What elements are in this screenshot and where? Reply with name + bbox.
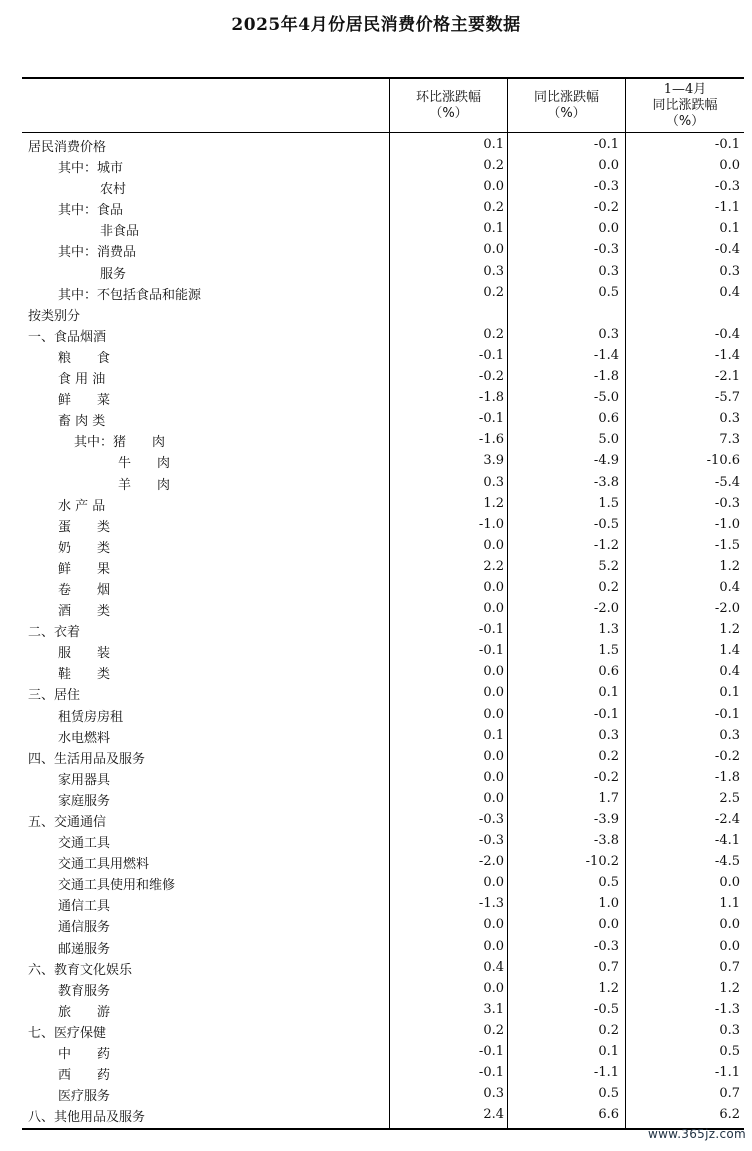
cell-yoy: -0.2 xyxy=(593,769,619,785)
cell-mom: 0.0 xyxy=(483,579,504,595)
header-yoy xyxy=(508,79,625,132)
row-label: 八、其他用品及服务 xyxy=(28,1110,146,1126)
cell-mom: 0.1 xyxy=(483,221,504,237)
cell-yoy: -0.3 xyxy=(593,242,619,258)
cell-yoy: -0.1 xyxy=(593,706,619,722)
row-label: 家用器具 xyxy=(58,772,111,788)
table-row xyxy=(22,598,744,619)
table-row xyxy=(22,872,744,893)
cell-mom: 0.1 xyxy=(483,137,504,152)
cell-ytd: 0.1 xyxy=(719,685,740,701)
cell-mom: 0.0 xyxy=(483,706,504,722)
cell-yoy: 0.3 xyxy=(598,326,619,342)
cell-ytd: 2.5 xyxy=(719,790,740,806)
header-mom-label: 环比涨跌幅 xyxy=(415,89,481,105)
table-row xyxy=(22,239,744,260)
cell-mom: 0.2 xyxy=(483,1022,504,1038)
row-label: 三、居住 xyxy=(28,688,81,704)
row-label: 医疗服务 xyxy=(58,1089,111,1105)
cell-yoy: 1.3 xyxy=(598,622,619,638)
row-label: 通信服务 xyxy=(58,920,111,936)
cell-ytd: -0.4 xyxy=(714,326,740,342)
cell-yoy: -3.9 xyxy=(593,812,619,827)
cell-ytd: -2.1 xyxy=(714,369,740,385)
row-label: 家庭服务 xyxy=(58,793,111,809)
cell-mom: 0.2 xyxy=(483,284,504,300)
row-label: 水电燃料 xyxy=(58,730,111,746)
table-row xyxy=(22,218,744,239)
row-label: 四、生活用品及服务 xyxy=(28,751,146,767)
cell-mom: 0.0 xyxy=(483,685,504,701)
table-row xyxy=(22,366,744,387)
table-row xyxy=(22,493,744,514)
row-label: 其中：消费品 xyxy=(58,245,137,261)
cell-ytd: 0.0 xyxy=(719,917,740,933)
cell-mom: -0.2 xyxy=(478,369,504,385)
table-row xyxy=(22,155,744,176)
cell-ytd: -1.1 xyxy=(714,1065,740,1081)
cell-mom: -1.8 xyxy=(478,390,504,406)
row-label: 交通工具 xyxy=(58,836,111,852)
cell-mom: -2.0 xyxy=(478,854,504,870)
row-label: 畜 肉 类 xyxy=(58,414,106,430)
cell-mom: 0.2 xyxy=(483,326,504,342)
cell-yoy: 0.3 xyxy=(598,727,619,743)
row-label: 牛 肉 xyxy=(118,456,171,472)
table-row xyxy=(22,450,744,471)
cell-ytd: -1.5 xyxy=(714,537,740,553)
table-row xyxy=(22,324,744,345)
table-row xyxy=(22,408,744,429)
cell-yoy: 0.5 xyxy=(598,1086,619,1102)
header-ytd-label: 同比涨跌幅 xyxy=(652,97,718,113)
cell-mom: 1.2 xyxy=(483,495,504,511)
row-label: 其中：食品 xyxy=(58,203,124,219)
table-row xyxy=(22,1041,744,1062)
table-row xyxy=(22,1104,744,1125)
table-row xyxy=(22,978,744,999)
cell-ytd: 1.2 xyxy=(719,558,740,574)
table-row xyxy=(22,619,744,640)
cell-yoy: -2.0 xyxy=(593,601,619,617)
row-label: 西 药 xyxy=(58,1068,111,1084)
cell-ytd: -0.3 xyxy=(714,495,740,511)
cell-yoy: 0.2 xyxy=(598,579,619,595)
row-label: 粮 食 xyxy=(58,350,111,366)
row-label: 中 药 xyxy=(58,1047,111,1063)
cell-yoy: 0.3 xyxy=(598,263,619,279)
row-label: 邮递服务 xyxy=(58,941,111,957)
row-label: 一、食品烟酒 xyxy=(28,329,107,345)
cell-yoy: -1.4 xyxy=(593,347,619,363)
cell-yoy: 0.2 xyxy=(598,1022,619,1038)
cell-mom: 2.4 xyxy=(483,1107,504,1123)
cell-yoy: -0.3 xyxy=(593,938,619,954)
table-row xyxy=(22,303,744,324)
header-yoy-label: 同比涨跌幅 xyxy=(533,89,599,105)
cell-ytd: 1.4 xyxy=(719,643,740,659)
cell-yoy: 0.5 xyxy=(598,284,619,300)
row-label: 教育服务 xyxy=(58,983,111,999)
table-row xyxy=(22,767,744,788)
cell-ytd: 1.1 xyxy=(719,896,740,912)
table-row xyxy=(22,640,744,661)
cell-yoy: 0.2 xyxy=(598,748,619,764)
cell-yoy: 1.5 xyxy=(598,495,619,511)
table-row xyxy=(22,851,744,872)
cell-mom: -0.3 xyxy=(478,833,504,849)
row-label: 七、医疗保健 xyxy=(28,1025,107,1041)
table-row xyxy=(22,957,744,978)
cell-yoy: -1.1 xyxy=(593,1065,619,1081)
cell-mom: -0.1 xyxy=(478,643,504,659)
cell-mom: 0.3 xyxy=(483,1086,504,1102)
cell-yoy: -0.2 xyxy=(593,200,619,216)
table-row xyxy=(22,682,744,703)
row-label: 其中：猪 肉 xyxy=(74,435,166,451)
table-row xyxy=(22,704,744,725)
cell-mom: 0.0 xyxy=(483,748,504,764)
cell-ytd: 0.0 xyxy=(719,938,740,954)
cell-ytd: -0.3 xyxy=(714,179,740,195)
table-row xyxy=(22,936,744,957)
cell-yoy: -4.9 xyxy=(593,453,619,469)
row-label: 羊 肉 xyxy=(118,477,171,493)
table-row xyxy=(22,1083,744,1104)
cell-mom: -0.3 xyxy=(478,812,504,827)
table-row xyxy=(22,809,744,830)
cell-mom: 0.1 xyxy=(483,727,504,743)
table-row xyxy=(22,472,744,493)
cell-ytd: 0.7 xyxy=(719,1086,740,1102)
table-row xyxy=(22,914,744,935)
cell-ytd: -1.1 xyxy=(714,200,740,216)
cell-yoy: 0.0 xyxy=(598,221,619,237)
cell-ytd: 7.3 xyxy=(719,432,740,448)
row-label: 其中：不包括食品和能源 xyxy=(58,287,202,303)
cell-mom: 0.4 xyxy=(483,959,504,975)
table-body xyxy=(22,134,744,1125)
table-row xyxy=(22,345,744,366)
cell-mom: -1.0 xyxy=(478,516,504,532)
row-label: 非食品 xyxy=(100,224,140,240)
cell-mom: 0.0 xyxy=(483,875,504,891)
cell-yoy: -0.5 xyxy=(593,516,619,532)
row-label: 其中：城市 xyxy=(58,161,124,177)
cell-yoy: 0.6 xyxy=(598,411,619,427)
row-label: 租赁房房租 xyxy=(58,709,124,725)
cell-ytd: 0.3 xyxy=(719,1022,740,1038)
table-row xyxy=(22,197,744,218)
cell-ytd: 0.0 xyxy=(719,875,740,891)
cell-mom: 0.0 xyxy=(483,769,504,785)
row-label: 奶 类 xyxy=(58,540,111,556)
row-label: 服务 xyxy=(100,266,127,282)
table-row xyxy=(22,999,744,1020)
row-label: 通信工具 xyxy=(58,899,111,915)
cell-ytd: -2.0 xyxy=(714,601,740,617)
cell-yoy: -3.8 xyxy=(593,474,619,490)
cell-yoy: 1.0 xyxy=(598,896,619,912)
table-row xyxy=(22,1020,744,1041)
row-label: 农村 xyxy=(100,182,127,198)
cell-yoy: -0.3 xyxy=(593,179,619,195)
cell-ytd: -0.2 xyxy=(714,748,740,764)
cell-yoy: 0.1 xyxy=(598,1044,619,1060)
cell-ytd: 0.4 xyxy=(719,579,740,595)
cell-mom: 0.2 xyxy=(483,158,504,174)
cell-ytd: -4.1 xyxy=(714,833,740,849)
cell-yoy: 0.1 xyxy=(598,685,619,701)
cell-yoy: 5.0 xyxy=(598,432,619,448)
row-label: 鲜 菜 xyxy=(58,393,111,409)
cell-ytd: -5.4 xyxy=(714,474,740,490)
header-ytd-period: 1—4月 xyxy=(663,81,707,97)
table-header-rule xyxy=(22,132,744,133)
row-label: 鞋 类 xyxy=(58,667,111,683)
table-row xyxy=(22,282,744,303)
cell-ytd: 0.3 xyxy=(719,411,740,427)
cell-yoy: 1.7 xyxy=(598,790,619,806)
cell-yoy: -1.8 xyxy=(593,369,619,385)
page-title: 2025年4月份居民消费价格主要数据 xyxy=(231,15,521,35)
cell-ytd: 0.0 xyxy=(719,158,740,174)
cell-mom: -1.3 xyxy=(478,896,504,912)
cell-ytd: -0.4 xyxy=(714,242,740,258)
row-label: 二、衣着 xyxy=(28,625,81,641)
cell-ytd: -5.7 xyxy=(714,390,740,406)
table-row xyxy=(22,746,744,767)
cell-ytd: 0.7 xyxy=(719,959,740,975)
cell-ytd: -1.0 xyxy=(714,516,740,532)
table-row xyxy=(22,788,744,809)
cell-mom: 0.0 xyxy=(483,917,504,933)
cell-yoy: -10.2 xyxy=(585,854,619,870)
header-mom-unit: （%） xyxy=(429,105,468,121)
cell-mom: 0.3 xyxy=(483,263,504,279)
table-row xyxy=(22,1062,744,1083)
row-label: 旅 游 xyxy=(58,1004,111,1020)
cell-yoy: 1.2 xyxy=(598,980,619,996)
table-row xyxy=(22,535,744,556)
row-label: 卷 烟 xyxy=(58,582,111,598)
cell-mom: 0.0 xyxy=(483,980,504,996)
cell-mom: 0.0 xyxy=(483,179,504,195)
cell-ytd: -2.4 xyxy=(714,812,740,827)
cell-mom: -0.1 xyxy=(478,1044,504,1060)
cell-yoy: -0.1 xyxy=(593,137,619,152)
cell-mom: -0.1 xyxy=(478,347,504,363)
table-row xyxy=(22,556,744,577)
cell-yoy: 1.5 xyxy=(598,643,619,659)
row-label: 鲜 果 xyxy=(58,561,111,577)
cell-ytd: 0.4 xyxy=(719,284,740,300)
cell-yoy: 0.6 xyxy=(598,664,619,680)
row-label: 食 用 油 xyxy=(58,372,106,388)
row-label: 按类别分 xyxy=(28,308,81,324)
cell-mom: 3.9 xyxy=(483,453,504,469)
cell-mom: 0.0 xyxy=(483,242,504,258)
cell-yoy: 0.0 xyxy=(598,917,619,933)
cell-mom: 0.0 xyxy=(483,938,504,954)
table-row xyxy=(22,176,744,197)
cell-ytd: -0.1 xyxy=(714,137,740,152)
table-row xyxy=(22,661,744,682)
header-ytd-unit: （%） xyxy=(665,113,705,129)
header-ytd xyxy=(626,79,744,132)
cell-ytd: -0.1 xyxy=(714,706,740,722)
cell-yoy: 0.0 xyxy=(598,158,619,174)
cell-mom: -0.1 xyxy=(478,1065,504,1081)
cell-mom: 0.3 xyxy=(483,474,504,490)
table-row xyxy=(22,830,744,851)
cell-ytd: -1.3 xyxy=(714,1001,740,1017)
header-mom xyxy=(390,79,507,132)
row-label: 服 装 xyxy=(58,646,111,662)
cell-mom: 0.0 xyxy=(483,664,504,680)
cpi-table xyxy=(22,77,744,1131)
cell-ytd: 1.2 xyxy=(719,622,740,638)
cell-yoy: 6.6 xyxy=(598,1107,619,1123)
row-label: 五、交通通信 xyxy=(28,815,107,830)
row-label: 水 产 品 xyxy=(58,498,106,514)
row-label: 酒 类 xyxy=(58,604,111,620)
cell-yoy: 5.2 xyxy=(598,558,619,574)
cell-mom: -1.6 xyxy=(478,432,504,448)
cell-mom: 0.0 xyxy=(483,790,504,806)
watermark: www.365jz.com xyxy=(647,1127,746,1141)
table-row xyxy=(22,725,744,746)
cell-ytd: -1.8 xyxy=(714,769,740,785)
row-label: 蛋 类 xyxy=(58,519,111,535)
cell-yoy: -0.5 xyxy=(593,1001,619,1017)
cell-yoy: -5.0 xyxy=(593,390,619,406)
cell-mom: 0.0 xyxy=(483,537,504,553)
cell-ytd: 0.1 xyxy=(719,221,740,237)
cell-mom: 0.0 xyxy=(483,601,504,617)
cell-ytd: 0.4 xyxy=(719,664,740,680)
table-row xyxy=(22,429,744,450)
table-row xyxy=(22,134,744,155)
cell-yoy: -3.8 xyxy=(593,833,619,849)
cell-mom: -0.1 xyxy=(478,622,504,638)
row-label: 六、教育文化娱乐 xyxy=(28,962,133,978)
cell-ytd: 0.5 xyxy=(719,1044,740,1060)
table-row xyxy=(22,577,744,598)
row-label: 交通工具使用和维修 xyxy=(58,878,176,894)
cell-mom: -0.1 xyxy=(478,411,504,427)
cell-yoy: 0.7 xyxy=(598,959,619,975)
row-label: 交通工具用燃料 xyxy=(58,857,150,873)
table-row xyxy=(22,387,744,408)
cell-ytd: 0.3 xyxy=(719,263,740,279)
cell-ytd: -4.5 xyxy=(714,854,740,870)
table-row xyxy=(22,261,744,282)
cell-ytd: 0.3 xyxy=(719,727,740,743)
cell-yoy: 0.5 xyxy=(598,875,619,891)
cell-ytd: 1.2 xyxy=(719,980,740,996)
table-bottom-rule xyxy=(22,1128,744,1130)
cell-yoy: -1.2 xyxy=(593,537,619,553)
table-row xyxy=(22,514,744,535)
header-yoy-unit: （%） xyxy=(547,105,586,121)
cell-ytd: -1.4 xyxy=(714,347,740,363)
cell-mom: 0.2 xyxy=(483,200,504,216)
cell-mom: 2.2 xyxy=(483,558,504,574)
table-row xyxy=(22,893,744,914)
cell-ytd: -10.6 xyxy=(706,453,740,469)
cell-mom: 3.1 xyxy=(483,1001,504,1017)
row-label: 居民消费价格 xyxy=(28,140,107,155)
cell-ytd: 6.2 xyxy=(719,1107,740,1123)
